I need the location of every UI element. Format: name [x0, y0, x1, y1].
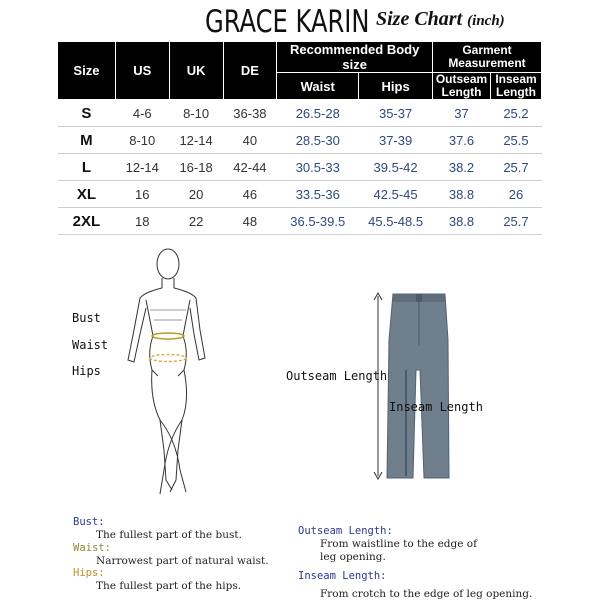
cell-waist: 33.5-36 — [277, 181, 359, 208]
cell-uk: 8-10 — [169, 100, 223, 127]
hips-line — [150, 355, 186, 362]
header-uk: UK — [169, 42, 223, 100]
cell-hips: 42.5-45 — [359, 181, 433, 208]
cell-inseam: 25.7 — [490, 154, 541, 181]
label-hips: Hips — [72, 364, 101, 378]
cell-size: XL — [58, 181, 116, 208]
cell-uk: 20 — [169, 181, 223, 208]
cell-hips: 37-39 — [359, 127, 433, 154]
cell-de: 42-44 — [223, 154, 277, 181]
header-garment: Garment Measurement — [433, 42, 542, 73]
cell-outseam: 37.6 — [433, 127, 491, 154]
cell-de: 46 — [223, 181, 277, 208]
note-hips-desc: The fullest part of the hips. — [96, 580, 242, 592]
cell-uk: 22 — [169, 208, 223, 235]
note-bust-desc: The fullest part of the bust. — [96, 529, 242, 541]
cell-inseam: 25.5 — [490, 127, 541, 154]
note-waist-title: Waist: — [73, 542, 111, 554]
cell-waist: 36.5-39.5 — [277, 208, 359, 235]
cell-us: 8-10 — [115, 127, 169, 154]
note-outseam-desc1: From waistline to the edge of — [320, 538, 477, 550]
cell-outseam: 37 — [433, 100, 491, 127]
cell-outseam: 38.8 — [433, 208, 491, 235]
label-waist: Waist — [72, 338, 109, 352]
cell-uk: 12-14 — [169, 127, 223, 154]
cell-us: 12-14 — [115, 154, 169, 181]
header-size: Size — [58, 42, 116, 100]
cell-us: 16 — [115, 181, 169, 208]
cell-outseam: 38.8 — [433, 181, 491, 208]
cell-waist: 26.5-28 — [277, 100, 359, 127]
header-de: DE — [223, 42, 277, 100]
note-outseam-desc2: leg opening. — [320, 551, 386, 563]
cell-outseam: 38.2 — [433, 154, 491, 181]
cell-de: 36-38 — [223, 100, 277, 127]
note-outseam-title: Outseam Length: — [298, 525, 393, 537]
cell-hips: 39.5-42 — [359, 154, 433, 181]
cell-hips: 45.5-48.5 — [359, 208, 433, 235]
cell-waist: 30.5-33 — [277, 154, 359, 181]
header-recommended: Recommended Body size — [277, 42, 433, 73]
header-outseam: Outseam Length — [433, 73, 491, 100]
cell-inseam: 25.7 — [490, 208, 541, 235]
cell-waist: 28.5-30 — [277, 127, 359, 154]
label-outseam: Outseam Length — [286, 369, 388, 383]
waist-line — [152, 333, 184, 339]
mannequin-figure — [128, 249, 205, 494]
title-text: Size Chart — [376, 8, 463, 30]
cell-size: 2XL — [58, 208, 116, 235]
cell-size: L — [58, 154, 116, 181]
header-inseam: Inseam Length — [490, 73, 541, 100]
header-waist: Waist — [277, 73, 359, 100]
cell-us: 18 — [115, 208, 169, 235]
cell-hips: 35-37 — [359, 100, 433, 127]
note-bust-title: Bust: — [73, 516, 105, 528]
cell-inseam: 25.2 — [490, 100, 541, 127]
label-inseam: Inseam Length — [389, 400, 483, 414]
cell-us: 4-6 — [115, 100, 169, 127]
note-inseam-desc: From crotch to the edge of leg opening. — [320, 588, 533, 600]
unit-text: (inch) — [467, 13, 505, 29]
cell-de: 48 — [223, 208, 277, 235]
note-inseam-title: Inseam Length: — [298, 570, 387, 582]
cell-uk: 16-18 — [169, 154, 223, 181]
note-waist-desc: Narrowest part of natural waist. — [96, 555, 269, 567]
cell-size: S — [58, 100, 116, 127]
note-hips-title: Hips: — [73, 567, 105, 579]
header-us: US — [115, 42, 169, 100]
cell-inseam: 26 — [490, 181, 541, 208]
brand-logo: GRACE KARIN — [205, 4, 370, 40]
pants-figure — [387, 294, 449, 478]
header-hips: Hips — [359, 73, 433, 100]
cell-de: 40 — [223, 127, 277, 154]
cell-size: M — [58, 127, 116, 154]
label-bust: Bust — [72, 311, 101, 325]
